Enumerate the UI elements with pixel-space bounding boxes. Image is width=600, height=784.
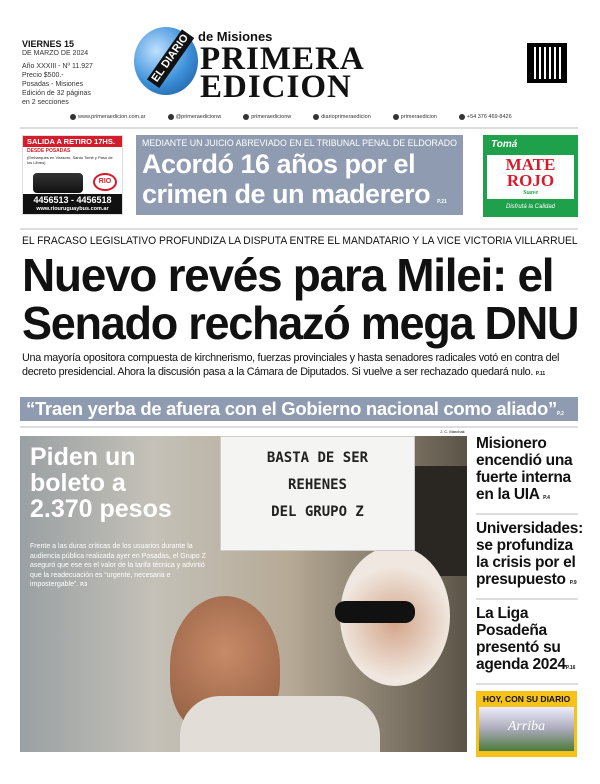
logo-tag: EL DIARIO bbox=[147, 29, 195, 88]
facebook-icon bbox=[243, 114, 249, 120]
edition: Edición de 32 páginas bbox=[22, 90, 91, 97]
quote-text: “Traen yerba de afuera con el Gobierno nacional como aliado” bbox=[26, 398, 557, 419]
youtube-icon bbox=[393, 114, 399, 120]
sign-line: BASTA DE SER bbox=[266, 450, 369, 466]
photo-headline bbox=[30, 444, 210, 522]
quote-story[interactable] bbox=[20, 397, 578, 421]
ad-phones: 4456513 - 4456518 bbox=[33, 195, 112, 205]
x-icon bbox=[168, 114, 174, 120]
qr-code-icon[interactable] bbox=[527, 43, 567, 83]
whatsapp-icon bbox=[459, 114, 465, 120]
headline-line: boleto a bbox=[30, 469, 126, 497]
divider bbox=[20, 426, 578, 428]
ad-title: SALIDA A RETIRO 17HS. bbox=[23, 136, 122, 147]
side-story[interactable] bbox=[476, 605, 578, 685]
page-ref: P.4 bbox=[543, 495, 550, 501]
logo-line2: EDICION bbox=[200, 69, 352, 105]
side-title: La Liga Posadeña presentó su agenda 2024 bbox=[476, 605, 566, 673]
supplement-promo[interactable] bbox=[476, 691, 577, 757]
side-title: Misionero encendió una fuerte interna en la UIA bbox=[476, 435, 573, 503]
page-ref: P.9 bbox=[569, 580, 577, 586]
photo-story[interactable] bbox=[20, 436, 467, 752]
masthead-info bbox=[22, 40, 93, 107]
ad-suave: Suave bbox=[523, 190, 538, 196]
side-story[interactable] bbox=[476, 520, 583, 600]
ad-from: DESDE POSADAS bbox=[27, 148, 71, 154]
issue: Año XXXIII - Nº 11.927 bbox=[22, 63, 93, 70]
lead-lede bbox=[22, 351, 578, 381]
social-x[interactable]: @primeraedicionw bbox=[168, 113, 222, 121]
photo-shirt bbox=[180, 696, 380, 752]
social-youtube[interactable]: primeraedicion bbox=[393, 113, 437, 121]
lead-kicker: EL FRACASO LEGISLATIVO PROFUNDIZA LA DISPUTA ENTRE EL MANDATARIO Y LA VICE VICTORIA VILLARRUEL bbox=[22, 235, 578, 247]
page-ref: P.16 bbox=[565, 665, 576, 671]
top-story-headline-1: Acordó 16 años por el bbox=[142, 149, 416, 179]
sunglasses bbox=[335, 601, 415, 623]
logo-line1: PRIMERA bbox=[200, 41, 365, 77]
divider bbox=[20, 228, 578, 230]
social-web[interactable]: www.primeraedicion.com.ar bbox=[70, 113, 146, 121]
date: DE MARZO DE 2024 bbox=[22, 50, 89, 57]
lead-headline[interactable] bbox=[22, 251, 578, 347]
headline-line: 2.370 pesos bbox=[30, 495, 172, 523]
photo-credit: J. C. Marchak bbox=[440, 429, 465, 434]
supplement-name: Arriba bbox=[479, 707, 574, 751]
globe-logo-icon bbox=[134, 27, 198, 95]
ad-brand2: ROJO bbox=[506, 171, 555, 190]
photo-body: Frente a las duras críticas de los usuarios durante la audiencia pública realizada ayer en Posadas, el Grupo Z aseguró que ese es el valor de la tarifa técnica y advirtió que la readecuación es “urgente, necesaria e impostergable”. bbox=[30, 543, 206, 588]
lead-headline-1: Nuevo revés para Milei: el bbox=[22, 249, 554, 301]
ad-tagline: Disfrutá la Calidad bbox=[505, 204, 556, 210]
ad-mate-rojo[interactable] bbox=[483, 135, 578, 217]
social-instagram[interactable]: diarioprimeraedicion bbox=[313, 113, 371, 121]
price: Precio $500.- bbox=[22, 72, 64, 79]
divider bbox=[20, 127, 578, 129]
sign-line: DEL GRUPO Z bbox=[271, 504, 364, 520]
headline-line: Piden un bbox=[30, 443, 136, 471]
page-ref: P.11 bbox=[535, 371, 546, 377]
side-stories bbox=[476, 435, 583, 757]
instagram-icon bbox=[313, 114, 319, 120]
side-title: Universidades: se profundiza la crisis por el presupuesto bbox=[476, 520, 583, 588]
page-ref: P.21 bbox=[437, 199, 447, 205]
top-story-headline-2: crimen de un maderero bbox=[142, 179, 431, 209]
ad-web: www.riouruguaybus.com.ar bbox=[36, 206, 109, 212]
supplement-label: HOY, CON SU DIARIO bbox=[482, 694, 571, 704]
top-story[interactable] bbox=[136, 135, 463, 215]
social-links bbox=[70, 113, 512, 121]
logo-sub: de Misiones bbox=[198, 29, 273, 44]
ad-note: (Embarques en Virasoro, Santo Tomé y Paso de los Libres) bbox=[27, 155, 113, 165]
ad-toma: Tomá bbox=[491, 139, 518, 150]
day: VIERNES 15 bbox=[22, 39, 75, 49]
lead-headline-2: Senado rechazó mega DNU bbox=[22, 297, 579, 349]
ad-brand1: MATE bbox=[505, 155, 556, 174]
social-whatsapp[interactable]: +54 376 469-8426 bbox=[459, 113, 512, 121]
social-facebook[interactable]: primeraedicionw bbox=[243, 113, 291, 121]
place: Posadas - Misiones bbox=[22, 81, 84, 88]
page-ref: P.2 bbox=[557, 411, 564, 417]
sections: en 2 secciones bbox=[22, 99, 69, 106]
sign-line: REHENES bbox=[287, 477, 347, 493]
lede-text: Una mayoría opositora compuesta de kirchnerismo, fuerzas provinciales y hasta senadores radicales votó en contra del decreto presidencial. Ahora la discusión pasa a la Cámara de Diputados. Si vuelve a ser rechazado quedará nulo. bbox=[22, 352, 560, 378]
top-story-kicker: MEDIANTE UN JUICIO ABREVIADO EN EL TRIBUNAL PENAL DE ELDORADO bbox=[142, 138, 457, 148]
side-story[interactable] bbox=[476, 435, 578, 515]
protest-sign bbox=[220, 436, 415, 551]
ad-rio-uruguay[interactable] bbox=[22, 135, 123, 215]
page-ref: P.3 bbox=[80, 582, 88, 588]
photo-text bbox=[30, 542, 210, 591]
globe-icon bbox=[70, 114, 76, 120]
ad-brand: RIO bbox=[93, 173, 117, 191]
bus-icon bbox=[33, 173, 83, 193]
